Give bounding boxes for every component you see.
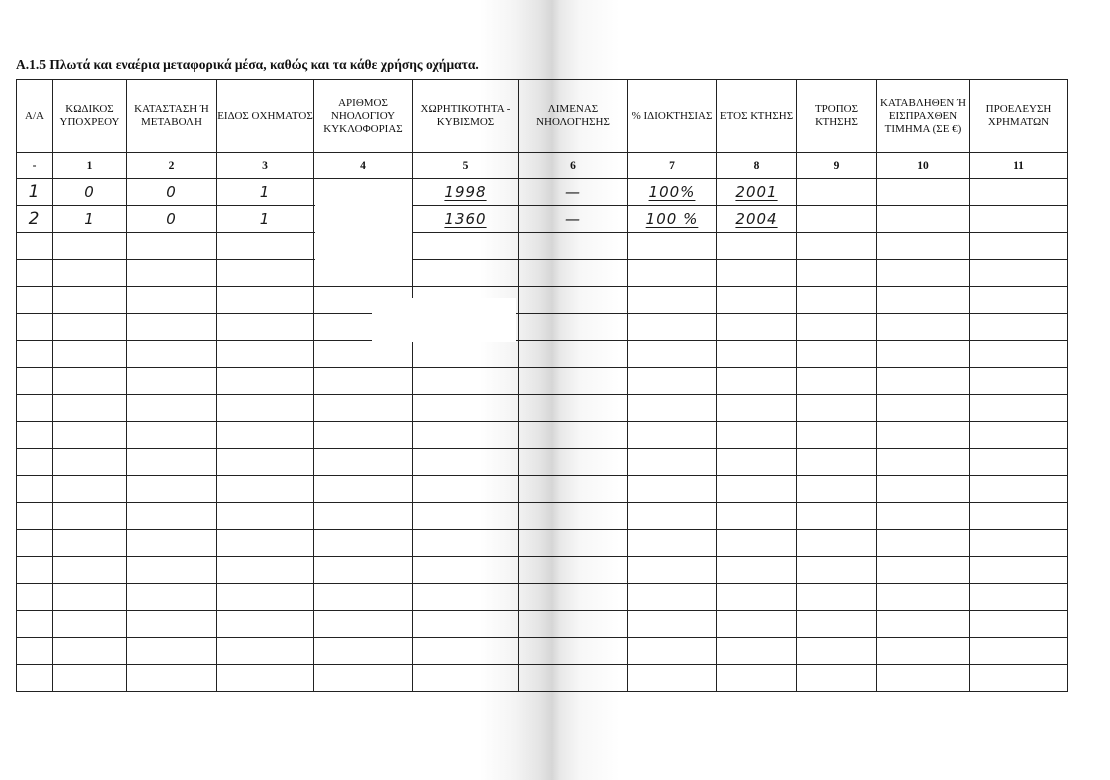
table-cell-etos bbox=[717, 476, 797, 503]
table-cell-tropos bbox=[797, 368, 877, 395]
table-cell-proeleusi bbox=[970, 611, 1068, 638]
handwritten-value: 1998 bbox=[444, 182, 487, 201]
table-cell-limenas bbox=[519, 665, 628, 692]
table-cell-timima bbox=[877, 638, 970, 665]
redacted-area bbox=[315, 180, 412, 260]
table-cell-arithmos bbox=[314, 422, 413, 449]
table-cell-timima bbox=[877, 368, 970, 395]
table-cell-proeleusi bbox=[970, 314, 1068, 341]
table-row bbox=[17, 530, 1068, 557]
table-cell-xoritikotita bbox=[413, 638, 519, 665]
table-cell-kodikos bbox=[53, 206, 127, 233]
table-cell-etos bbox=[717, 395, 797, 422]
table-cell-timima bbox=[877, 530, 970, 557]
table-cell-limenas bbox=[519, 584, 628, 611]
table-row bbox=[17, 611, 1068, 638]
table-cell-katastasi bbox=[127, 611, 217, 638]
column-number: 10 bbox=[877, 153, 970, 179]
table-cell-katastasi bbox=[127, 260, 217, 287]
table-cell-idioktisia bbox=[628, 476, 717, 503]
table-cell-arithmos bbox=[314, 557, 413, 584]
table-cell-limenas bbox=[519, 422, 628, 449]
table-cell-limenas bbox=[519, 476, 628, 503]
table-cell-proeleusi bbox=[970, 449, 1068, 476]
table-cell-eidos bbox=[217, 395, 314, 422]
table-cell-katastasi bbox=[127, 665, 217, 692]
table-cell-idioktisia bbox=[628, 179, 717, 206]
table-cell-limenas bbox=[519, 179, 628, 206]
table-cell-aa bbox=[17, 314, 53, 341]
column-header: ΛΙΜΕΝΑΣ ΝΗΟΛΟΓΗΣΗΣ bbox=[519, 80, 628, 153]
table-cell-tropos bbox=[797, 422, 877, 449]
table-cell-katastasi bbox=[127, 233, 217, 260]
table-cell-kodikos bbox=[53, 260, 127, 287]
column-header: ΤΡΟΠΟΣ ΚΤΗΣΗΣ bbox=[797, 80, 877, 153]
table-cell-proeleusi bbox=[970, 638, 1068, 665]
table-cell-eidos bbox=[217, 449, 314, 476]
table-cell-etos bbox=[717, 503, 797, 530]
table-cell-katastasi bbox=[127, 530, 217, 557]
column-number-row bbox=[17, 153, 1068, 179]
table-cell-aa bbox=[17, 530, 53, 557]
table-cell-idioktisia bbox=[628, 341, 717, 368]
table-row bbox=[17, 395, 1068, 422]
table-cell-etos bbox=[717, 260, 797, 287]
table-cell-etos bbox=[717, 422, 797, 449]
table-row bbox=[17, 368, 1068, 395]
table-cell-timima bbox=[877, 503, 970, 530]
table-cell-etos bbox=[717, 341, 797, 368]
table-cell-katastasi bbox=[127, 422, 217, 449]
table-cell-katastasi bbox=[127, 476, 217, 503]
table-cell-tropos bbox=[797, 206, 877, 233]
handwritten-value: 1 bbox=[259, 182, 271, 201]
table-cell-eidos bbox=[217, 503, 314, 530]
table-cell-eidos bbox=[217, 665, 314, 692]
table-cell-etos bbox=[717, 665, 797, 692]
table-cell-etos bbox=[717, 638, 797, 665]
column-number: 11 bbox=[970, 153, 1068, 179]
table-cell-tropos bbox=[797, 179, 877, 206]
table-cell-etos bbox=[717, 584, 797, 611]
table-cell-tropos bbox=[797, 233, 877, 260]
table-cell-idioktisia bbox=[628, 395, 717, 422]
table-row bbox=[17, 557, 1068, 584]
column-number: 4 bbox=[314, 153, 413, 179]
table-cell-aa bbox=[17, 422, 53, 449]
table-cell-etos bbox=[717, 449, 797, 476]
table-cell-idioktisia bbox=[628, 422, 717, 449]
table-cell-eidos bbox=[217, 314, 314, 341]
table-cell-proeleusi bbox=[970, 341, 1068, 368]
table-cell-eidos bbox=[217, 260, 314, 287]
handwritten-value: 2 bbox=[28, 209, 41, 229]
handwritten-value: 1 bbox=[259, 209, 271, 228]
table-cell-tropos bbox=[797, 287, 877, 314]
vehicle-register-table bbox=[16, 79, 1068, 692]
table-cell-katastasi bbox=[127, 638, 217, 665]
table-cell-timima bbox=[877, 665, 970, 692]
table-cell-katastasi bbox=[127, 503, 217, 530]
table-cell-eidos bbox=[217, 206, 314, 233]
table-cell-xoritikotita bbox=[413, 395, 519, 422]
table-cell-xoritikotita bbox=[413, 503, 519, 530]
table-cell-kodikos bbox=[53, 233, 127, 260]
table-cell-idioktisia bbox=[628, 368, 717, 395]
table-cell-eidos bbox=[217, 611, 314, 638]
table-cell-katastasi bbox=[127, 449, 217, 476]
handwritten-value: 1 bbox=[28, 182, 41, 202]
table-cell-limenas bbox=[519, 206, 628, 233]
table-cell-arithmos bbox=[314, 341, 413, 368]
table-cell-xoritikotita bbox=[413, 584, 519, 611]
table-cell-tropos bbox=[797, 503, 877, 530]
table-row bbox=[17, 287, 1068, 314]
table-cell-timima bbox=[877, 611, 970, 638]
table-cell-timima bbox=[877, 179, 970, 206]
table-cell-idioktisia bbox=[628, 260, 717, 287]
table-cell-xoritikotita bbox=[413, 260, 519, 287]
table-cell-idioktisia bbox=[628, 233, 717, 260]
column-number: 8 bbox=[717, 153, 797, 179]
table-cell-katastasi bbox=[127, 179, 217, 206]
handwritten-value: 1 bbox=[84, 209, 95, 228]
table-cell-kodikos bbox=[53, 179, 127, 206]
table-cell-kodikos bbox=[53, 638, 127, 665]
table-cell-timima bbox=[877, 260, 970, 287]
table-cell-tropos bbox=[797, 665, 877, 692]
table-cell-eidos bbox=[217, 368, 314, 395]
column-header: ΚΩΔΙΚΟΣ ΥΠΟΧΡΕΟΥ bbox=[53, 80, 127, 153]
table-cell-tropos bbox=[797, 260, 877, 287]
table-cell-idioktisia bbox=[628, 449, 717, 476]
table-cell-limenas bbox=[519, 233, 628, 260]
section-title: Α.1.5 Πλωτά και εναέρια μεταφορικά μέσα, καθώς και τα κάθε χρήσης οχήματα. bbox=[16, 57, 479, 72]
table-cell-arithmos bbox=[314, 449, 413, 476]
table-cell-proeleusi bbox=[970, 584, 1068, 611]
column-number: 5 bbox=[413, 153, 519, 179]
table-cell-arithmos bbox=[314, 476, 413, 503]
table-row bbox=[17, 476, 1068, 503]
table-cell-proeleusi bbox=[970, 368, 1068, 395]
handwritten-value: 0 bbox=[84, 182, 95, 201]
table-cell-kodikos bbox=[53, 314, 127, 341]
table-cell-idioktisia bbox=[628, 584, 717, 611]
table-cell-limenas bbox=[519, 638, 628, 665]
table-row bbox=[17, 422, 1068, 449]
table-cell-aa bbox=[17, 287, 53, 314]
handwritten-value: 0 bbox=[166, 182, 177, 201]
table-cell-katastasi bbox=[127, 287, 217, 314]
table-cell-limenas bbox=[519, 314, 628, 341]
table-row bbox=[17, 449, 1068, 476]
table-cell-etos bbox=[717, 557, 797, 584]
table-cell-aa bbox=[17, 611, 53, 638]
table-cell-timima bbox=[877, 341, 970, 368]
table-cell-idioktisia bbox=[628, 611, 717, 638]
table-cell-etos bbox=[717, 611, 797, 638]
table-cell-eidos bbox=[217, 530, 314, 557]
table-cell-etos bbox=[717, 368, 797, 395]
table-cell-timima bbox=[877, 449, 970, 476]
handwritten-value: — bbox=[565, 182, 581, 201]
table-cell-katastasi bbox=[127, 206, 217, 233]
table-cell-timima bbox=[877, 395, 970, 422]
table-cell-proeleusi bbox=[970, 287, 1068, 314]
column-header: ΕΤΟΣ ΚΤΗΣΗΣ bbox=[717, 80, 797, 153]
table-cell-eidos bbox=[217, 179, 314, 206]
table-row bbox=[17, 584, 1068, 611]
table-cell-arithmos bbox=[314, 638, 413, 665]
table-cell-timima bbox=[877, 476, 970, 503]
column-header: ΚΑΤΑΣΤΑΣΗ Ή ΜΕΤΑΒΟΛΗ bbox=[127, 80, 217, 153]
table-cell-xoritikotita bbox=[413, 422, 519, 449]
table-cell-proeleusi bbox=[970, 530, 1068, 557]
table-cell-kodikos bbox=[53, 584, 127, 611]
table-row bbox=[17, 503, 1068, 530]
column-header: ΧΩΡΗΤΙΚΟΤΗΤΑ - ΚΥΒΙΣΜΟΣ bbox=[413, 80, 519, 153]
table-cell-eidos bbox=[217, 476, 314, 503]
table-cell-idioktisia bbox=[628, 665, 717, 692]
table-cell-kodikos bbox=[53, 449, 127, 476]
table-cell-limenas bbox=[519, 611, 628, 638]
column-number: 6 bbox=[519, 153, 628, 179]
table-cell-arithmos bbox=[314, 395, 413, 422]
table-cell-tropos bbox=[797, 341, 877, 368]
handwritten-value: 0 bbox=[166, 209, 177, 228]
column-number: 1 bbox=[53, 153, 127, 179]
table-cell-eidos bbox=[217, 341, 314, 368]
table-cell-limenas bbox=[519, 341, 628, 368]
table-cell-timima bbox=[877, 233, 970, 260]
table-cell-kodikos bbox=[53, 341, 127, 368]
table-cell-tropos bbox=[797, 314, 877, 341]
table-cell-kodikos bbox=[53, 476, 127, 503]
table-cell-kodikos bbox=[53, 395, 127, 422]
table-cell-aa bbox=[17, 368, 53, 395]
table-cell-limenas bbox=[519, 557, 628, 584]
column-header: ΚΑΤΑΒΛΗΘΕΝ Ή ΕΙΣΠΡΑΧΘΕΝ ΤΙΜΗΜΑ (ΣΕ €) bbox=[877, 80, 970, 153]
table-cell-katastasi bbox=[127, 314, 217, 341]
table-cell-arithmos bbox=[314, 611, 413, 638]
table-cell-limenas bbox=[519, 395, 628, 422]
table-cell-timima bbox=[877, 584, 970, 611]
table-cell-proeleusi bbox=[970, 665, 1068, 692]
column-number: 7 bbox=[628, 153, 717, 179]
handwritten-value: 100 % bbox=[645, 209, 699, 228]
table-cell-arithmos bbox=[314, 503, 413, 530]
table-cell-aa bbox=[17, 206, 53, 233]
table-cell-idioktisia bbox=[628, 638, 717, 665]
table-cell-aa bbox=[17, 449, 53, 476]
table-cell-xoritikotita bbox=[413, 206, 519, 233]
table-cell-idioktisia bbox=[628, 503, 717, 530]
table-cell-proeleusi bbox=[970, 503, 1068, 530]
table-row bbox=[17, 341, 1068, 368]
table-cell-xoritikotita bbox=[413, 179, 519, 206]
table-cell-eidos bbox=[217, 638, 314, 665]
table-cell-aa bbox=[17, 395, 53, 422]
table-row bbox=[17, 314, 1068, 341]
table-cell-xoritikotita bbox=[413, 557, 519, 584]
table-cell-aa bbox=[17, 665, 53, 692]
table-cell-proeleusi bbox=[970, 422, 1068, 449]
table-cell-timima bbox=[877, 206, 970, 233]
column-header: ΕΙΔΟΣ ΟΧΗΜΑΤΟΣ bbox=[217, 80, 314, 153]
table-cell-eidos bbox=[217, 584, 314, 611]
redacted-area bbox=[372, 298, 516, 342]
table-cell-aa bbox=[17, 503, 53, 530]
table-cell-aa bbox=[17, 233, 53, 260]
table-cell-xoritikotita bbox=[413, 449, 519, 476]
table-cell-eidos bbox=[217, 557, 314, 584]
table-cell-kodikos bbox=[53, 422, 127, 449]
handwritten-value: 100% bbox=[648, 182, 696, 201]
table-cell-proeleusi bbox=[970, 233, 1068, 260]
table-row bbox=[17, 665, 1068, 692]
table-cell-aa bbox=[17, 584, 53, 611]
table-cell-timima bbox=[877, 557, 970, 584]
table-cell-tropos bbox=[797, 530, 877, 557]
header-row bbox=[17, 80, 1068, 153]
table-cell-xoritikotita bbox=[413, 341, 519, 368]
table-cell-limenas bbox=[519, 530, 628, 557]
table-cell-etos bbox=[717, 179, 797, 206]
handwritten-value: — bbox=[565, 209, 581, 228]
table-cell-arithmos bbox=[314, 530, 413, 557]
table-cell-katastasi bbox=[127, 557, 217, 584]
table-cell-tropos bbox=[797, 611, 877, 638]
table-cell-proeleusi bbox=[970, 179, 1068, 206]
table-cell-aa bbox=[17, 341, 53, 368]
table-cell-xoritikotita bbox=[413, 530, 519, 557]
handwritten-value: 1360 bbox=[444, 209, 487, 228]
table-cell-proeleusi bbox=[970, 395, 1068, 422]
column-number: - bbox=[17, 153, 53, 179]
table-cell-etos bbox=[717, 287, 797, 314]
column-header: ΑΡΙΘΜΟΣ ΝΗΟΛΟΓΙΟΥ ΚΥΚΛΟΦΟΡΙΑΣ bbox=[314, 80, 413, 153]
table-cell-kodikos bbox=[53, 611, 127, 638]
table-row bbox=[17, 206, 1068, 233]
table-cell-arithmos bbox=[314, 260, 413, 287]
table-cell-proeleusi bbox=[970, 476, 1068, 503]
table-cell-aa bbox=[17, 476, 53, 503]
table-cell-aa bbox=[17, 179, 53, 206]
table-cell-aa bbox=[17, 557, 53, 584]
table-cell-limenas bbox=[519, 287, 628, 314]
table-cell-limenas bbox=[519, 503, 628, 530]
table-cell-eidos bbox=[217, 287, 314, 314]
table-cell-aa bbox=[17, 638, 53, 665]
column-header: % ΙΔΙΟΚΤΗΣΙΑΣ bbox=[628, 80, 717, 153]
table-cell-xoritikotita bbox=[413, 476, 519, 503]
table-cell-eidos bbox=[217, 233, 314, 260]
handwritten-value: 2001 bbox=[735, 182, 778, 201]
table-cell-kodikos bbox=[53, 368, 127, 395]
table-cell-kodikos bbox=[53, 503, 127, 530]
table-cell-arithmos bbox=[314, 368, 413, 395]
table-cell-katastasi bbox=[127, 368, 217, 395]
table-cell-idioktisia bbox=[628, 206, 717, 233]
table-cell-limenas bbox=[519, 449, 628, 476]
column-header: ΠΡΟΕΛΕΥΣΗ ΧΡΗΜΑΤΩΝ bbox=[970, 80, 1068, 153]
table-cell-idioktisia bbox=[628, 530, 717, 557]
table-cell-xoritikotita bbox=[413, 233, 519, 260]
table-row bbox=[17, 260, 1068, 287]
table-cell-kodikos bbox=[53, 665, 127, 692]
table-cell-tropos bbox=[797, 395, 877, 422]
table-cell-arithmos bbox=[314, 584, 413, 611]
table-cell-katastasi bbox=[127, 341, 217, 368]
table-cell-etos bbox=[717, 233, 797, 260]
table-cell-kodikos bbox=[53, 287, 127, 314]
table-cell-tropos bbox=[797, 638, 877, 665]
table-cell-idioktisia bbox=[628, 287, 717, 314]
handwritten-value: 2004 bbox=[735, 209, 778, 228]
table-cell-xoritikotita bbox=[413, 611, 519, 638]
table-cell-proeleusi bbox=[970, 557, 1068, 584]
column-header: Α/Α bbox=[17, 80, 53, 153]
table-cell-kodikos bbox=[53, 557, 127, 584]
table-cell-katastasi bbox=[127, 395, 217, 422]
table-cell-idioktisia bbox=[628, 314, 717, 341]
table-cell-xoritikotita bbox=[413, 368, 519, 395]
table-cell-arithmos bbox=[314, 665, 413, 692]
table-cell-idioktisia bbox=[628, 557, 717, 584]
column-number: 3 bbox=[217, 153, 314, 179]
table-cell-katastasi bbox=[127, 584, 217, 611]
table-cell-timima bbox=[877, 287, 970, 314]
table-cell-limenas bbox=[519, 260, 628, 287]
table-cell-tropos bbox=[797, 557, 877, 584]
column-number: 9 bbox=[797, 153, 877, 179]
table-cell-xoritikotita bbox=[413, 665, 519, 692]
table-cell-etos bbox=[717, 530, 797, 557]
table-cell-proeleusi bbox=[970, 260, 1068, 287]
table-cell-etos bbox=[717, 206, 797, 233]
table-row bbox=[17, 179, 1068, 206]
table-row bbox=[17, 638, 1068, 665]
table-cell-tropos bbox=[797, 476, 877, 503]
table-cell-kodikos bbox=[53, 530, 127, 557]
table-cell-etos bbox=[717, 314, 797, 341]
table-row bbox=[17, 233, 1068, 260]
table-cell-proeleusi bbox=[970, 206, 1068, 233]
table-cell-tropos bbox=[797, 584, 877, 611]
table-cell-timima bbox=[877, 422, 970, 449]
table-cell-eidos bbox=[217, 422, 314, 449]
table-cell-aa bbox=[17, 260, 53, 287]
column-number: 2 bbox=[127, 153, 217, 179]
table-cell-tropos bbox=[797, 449, 877, 476]
table-cell-timima bbox=[877, 314, 970, 341]
table-cell-limenas bbox=[519, 368, 628, 395]
